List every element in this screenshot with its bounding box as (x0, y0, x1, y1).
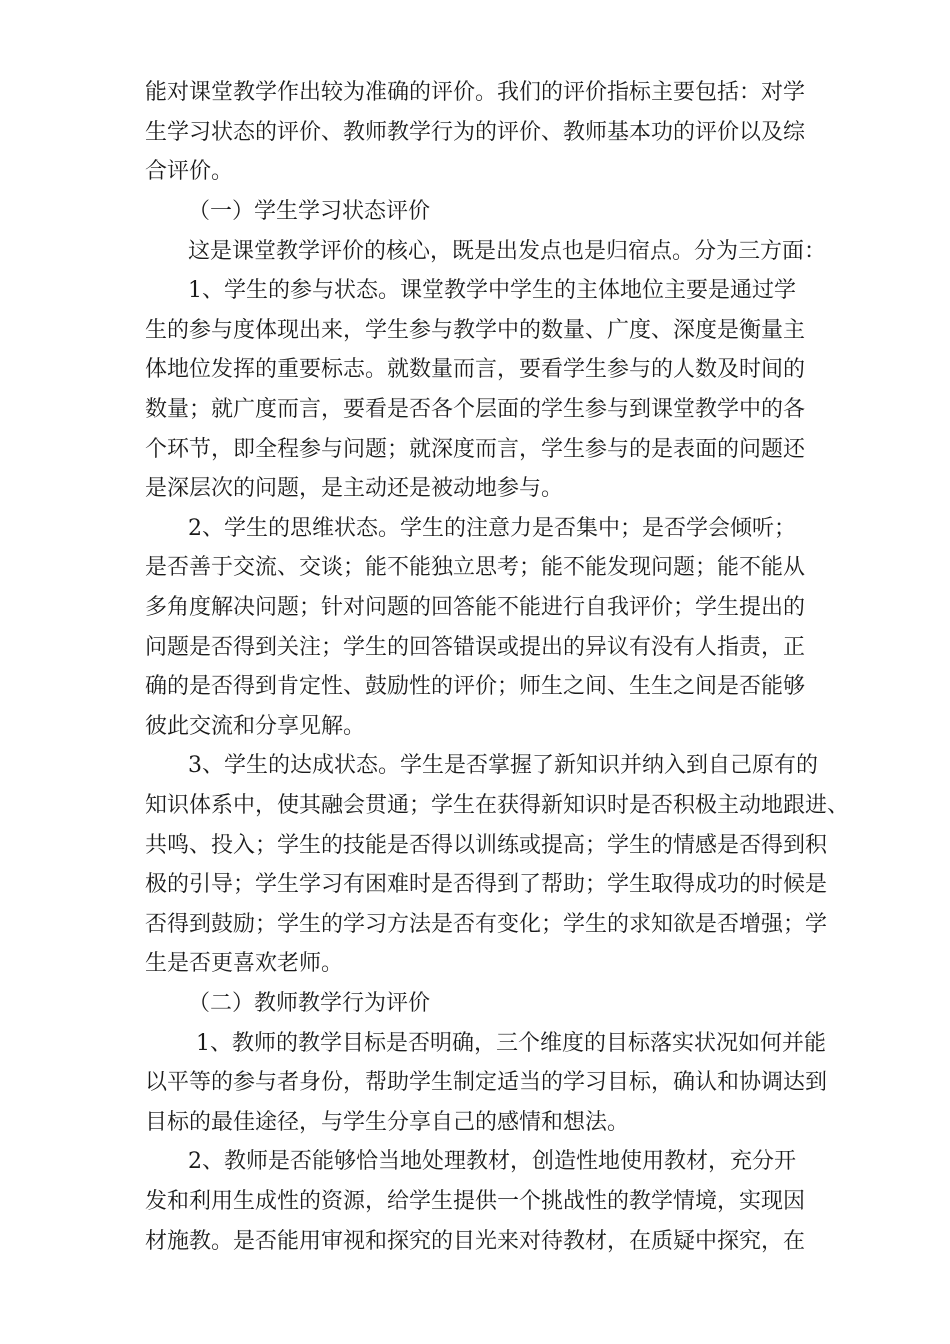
text-line: 体地位发挥的重要标志。就数量而言，要看学生参与的人数及时间的 (145, 357, 806, 382)
text-line: 材施教。是否能用审视和探究的目光来对待教材，在质疑中探究，在 (145, 1229, 806, 1254)
text-line: 确的是否得到肯定性、鼓励性的评价；师生之间、生生之间是否能够 (145, 674, 806, 699)
text-line: 以平等的参与者身份，帮助学生制定适当的学习目标，确认和协调达到 (145, 1070, 828, 1095)
text-line: 生的参与度体现出来，学生参与教学中的数量、广度、深度是衡量主 (145, 318, 806, 343)
text-line: 是否善于交流、交谈；能不能独立思考；能不能发现问题；能不能从 (145, 555, 806, 580)
text-line: 发和利用生成性的资源，给学生提供一个挑战性的教学情境，实现因 (145, 1189, 806, 1214)
text-line: 知识体系中，使其融会贯通；学生在获得新知识时是否积极主动地跟进、 (145, 793, 850, 818)
text-line: 1、学生的参与状态。课堂教学中学生的主体地位主要是通过学 (188, 278, 796, 303)
text-line: 3、学生的达成状态。学生是否掌握了新知识并纳入到自己原有的 (188, 753, 818, 778)
text-line: 2、教师是否能够恰当地处理教材，创造性地使用教材，充分开 (188, 1149, 796, 1174)
text-line: 这是课堂教学评价的核心，既是出发点也是归宿点。分为三方面： (188, 239, 827, 264)
text-line: 问题是否得到关注；学生的回答错误或提出的异议有没有人指责，正 (145, 635, 806, 660)
text-line: 能对课堂教学作出较为准确的评价。我们的评价指标主要包括：对学 (145, 80, 806, 105)
section-heading: （二）教师教学行为评价 (188, 991, 431, 1016)
text-line: 合评价。 (145, 159, 234, 184)
text-line: 是深层次的问题，是主动还是被动地参与。 (145, 476, 564, 501)
text-line: 生是否更喜欢老师。 (145, 951, 344, 976)
text-line: 彼此交流和分享见解。 (145, 714, 366, 739)
text-line: 极的引导；学生学习有困难时是否得到了帮助；学生取得成功的时候是 (145, 872, 828, 897)
text-line: 多角度解决问题；针对问题的回答能不能进行自我评价；学生提出的 (145, 595, 806, 620)
text-line: 个环节，即全程参与问题；就深度而言，学生参与的是表面的问题还 (145, 437, 806, 462)
text-line: 否得到鼓励；学生的学习方法是否有变化；学生的求知欲是否增强；学 (145, 912, 828, 937)
text-line: 生学习状态的评价、教师教学行为的评价、教师基本功的评价以及综 (145, 120, 806, 145)
text-line: 2、学生的思维状态。学生的注意力是否集中；是否学会倾听； (188, 516, 796, 541)
text-line: 1、教师的教学目标是否明确，三个维度的目标落实状况如何并能 (196, 1031, 826, 1056)
text-line: 共鸣、投入；学生的技能是否得以训练或提高；学生的情感是否得到积 (145, 833, 828, 858)
text-line: 目标的最佳途径，与学生分享自己的感情和想法。 (145, 1110, 630, 1135)
section-heading: （一）学生学习状态评价 (188, 199, 431, 224)
text-line: 数量；就广度而言，要看是否各个层面的学生参与到课堂教学中的各 (145, 397, 806, 422)
